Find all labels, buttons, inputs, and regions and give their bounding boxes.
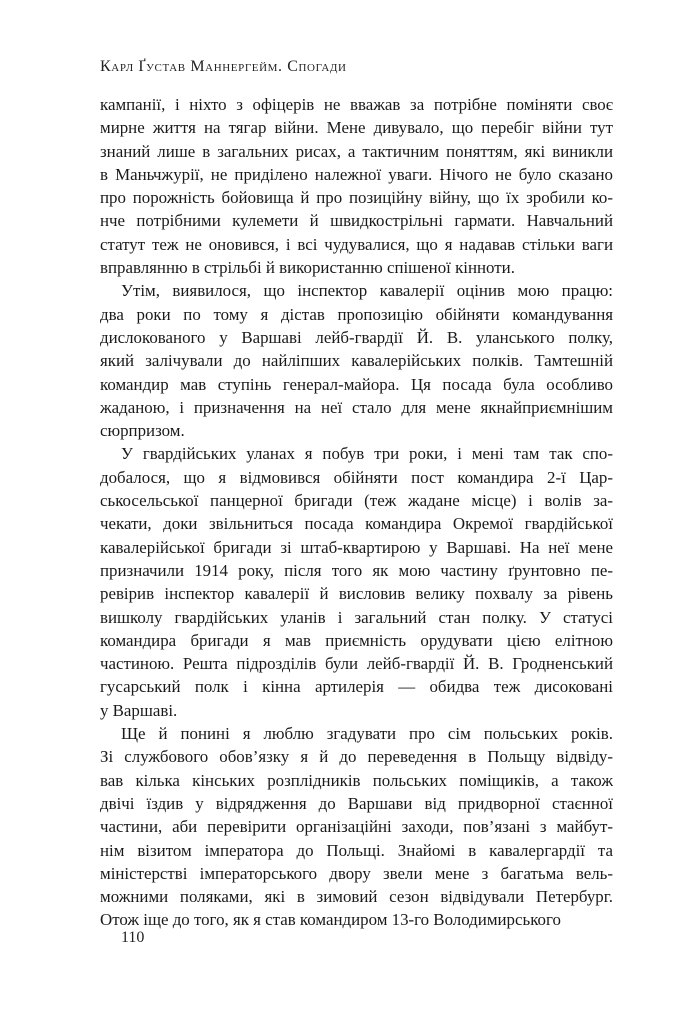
text-line: призначили 1914 року, після того як мою частину ґрунтовно пе- bbox=[100, 560, 613, 580]
text-line: міністерстві імператорського двору звели мене з багатьма вель- bbox=[100, 863, 613, 883]
text-line: чекати, доки звільниться посада командира Окремої гвардійської bbox=[100, 514, 613, 534]
text-line: два роки по тому я дістав пропозицію обійняти командування bbox=[100, 304, 613, 324]
text-line: Отож іще до того, як я став командиром 13-го Володимирського bbox=[100, 910, 561, 930]
text-line: мирне життя на тягар війни. Мене дивувало, що перебіг війни тут bbox=[100, 118, 613, 138]
text-line: знаний лише в загальних рисах, а тактичним поняттям, які виникли bbox=[100, 141, 613, 161]
text-line: двічі їздив у відрядження до Варшави від придворної стаєнної bbox=[100, 793, 613, 813]
text-line: ськосельської панцерної бригади (теж жадане місце) і волів за- bbox=[100, 491, 613, 511]
text-line: жаданою, і призначення на неї стало для мене якнайприємнішим bbox=[100, 397, 613, 417]
text-line: Ще й понині я люблю згадувати про сім польських років. bbox=[121, 724, 613, 744]
text-line: статут теж не оновився, і всі чудувалися, що я надавав стільки ваги bbox=[100, 234, 613, 254]
text-line: частиною. Решта підрозділів були лейб-гвардії Й. В. Гродненський bbox=[100, 654, 613, 674]
text-line: командира бригади я мав приємність орудувати цією елітною bbox=[100, 630, 613, 650]
text-line: у Варшаві. bbox=[100, 700, 178, 720]
text-line: сюрпризом. bbox=[100, 421, 185, 441]
text-line: гусарський полк і кінна артилерія — обидва теж дисоковані bbox=[100, 677, 613, 697]
text-line: який залічували до найліпших кавалерійських полків. Тамтешній bbox=[100, 351, 613, 371]
text-line: про порожність бойовища й про позиційну війну, що їх зробили ко- bbox=[100, 188, 613, 208]
body-text bbox=[100, 93, 613, 932]
text-line: вав кілька кінських розплідників польських поміщиків, а також bbox=[100, 770, 613, 790]
text-line: командир мав ступінь генерал-майора. Ця посада була особливо bbox=[100, 374, 613, 394]
text-line: добалося, що я відмовився обійняти пост командира 2-ї Цар- bbox=[100, 467, 613, 487]
text-line: кампанії, і ніхто з офіцерів не вважав за потрібне поміняти своє bbox=[100, 95, 613, 114]
text-line: нче потрібними кулемети й швидкострільні гармати. Навчальний bbox=[100, 211, 613, 231]
text-line: У гвардійських уланах я побув три роки, і мені там так спо- bbox=[121, 444, 613, 464]
text-line: дислокованого у Варшаві лейб-гвардії Й. В. уланського полку, bbox=[100, 327, 613, 347]
text-line: Зі службового обов’язку я й до переведення в Польщу відвіду- bbox=[100, 747, 613, 767]
text-line: вишколу гвардійських уланів і загальний стан полку. У статусі bbox=[100, 607, 613, 627]
text-line: частини, аби перевірити організаційні заходи, пов’язані з майбут- bbox=[100, 817, 613, 837]
text-line: можними поляками, які в зимовий сезон відвідували Петербург. bbox=[100, 887, 613, 907]
text-line: кавалерійської бригади зі штаб-квартирою у Варшаві. На неї мене bbox=[100, 537, 613, 557]
running-head: Карл Ґустав Маннергейм. Спогади bbox=[100, 58, 347, 75]
text-line: вправлянню в стрільбі й використанню спішеної кінноти. bbox=[100, 258, 515, 278]
text-line: Утім, виявилося, що інспектор кавалерії оцінив мою працю: bbox=[121, 281, 613, 301]
page-number: 110 bbox=[121, 929, 145, 946]
text-line: ревірив інспектор кавалерії й висловив велику похвалу за рівень bbox=[100, 584, 613, 604]
text-line: нім візитом імператора до Польщі. Знайомі в кавалергардії та bbox=[100, 840, 613, 860]
text-line: в Маньчжурії, не приділено належної уваги. Нічого не було сказано bbox=[100, 164, 613, 184]
